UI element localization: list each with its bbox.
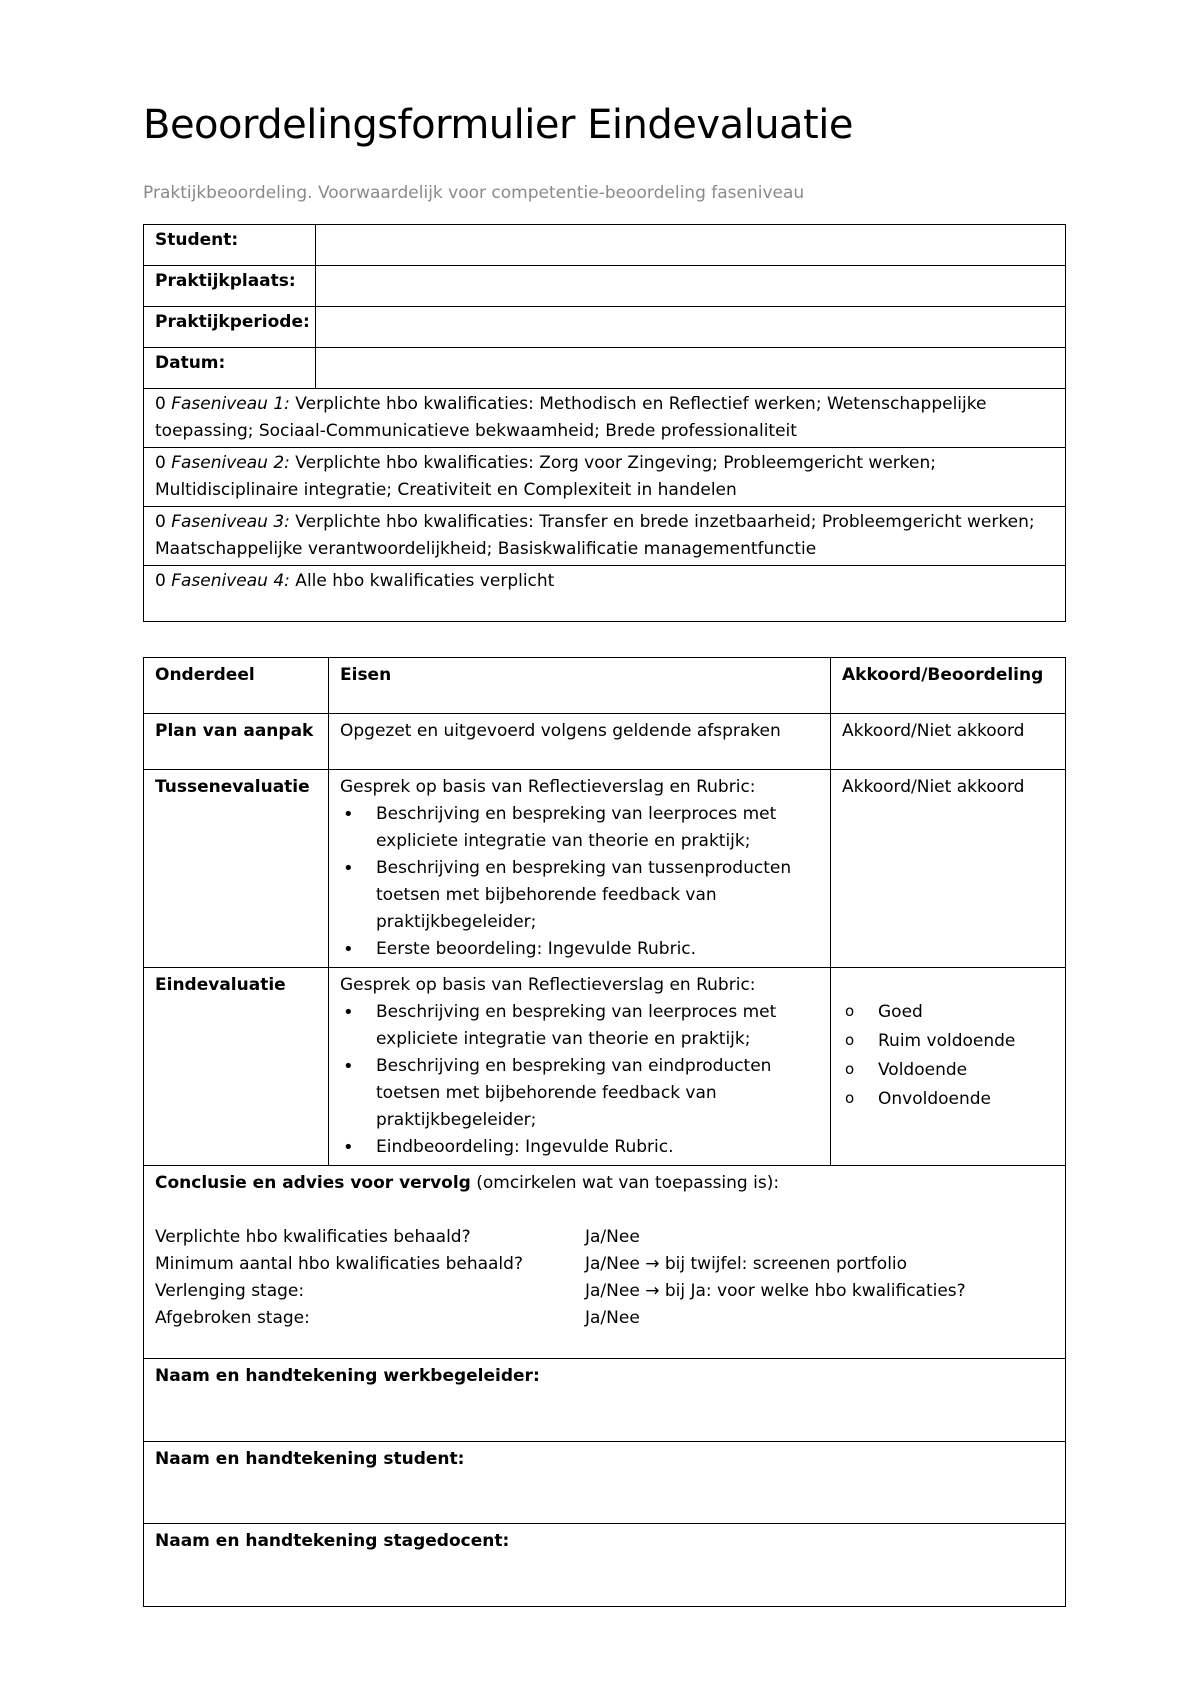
conclusie-item (155, 1251, 1055, 1278)
conclusie-title: Conclusie en advies voor vervolg (155, 1173, 471, 1193)
fase-option-2[interactable] (144, 448, 1066, 507)
beoordeling-options (831, 968, 1066, 1166)
row-signature-student (144, 1442, 1066, 1524)
fase-prefix: 0 (155, 394, 172, 414)
row-eindevaluatie (144, 968, 1066, 1166)
fase-prefix: 0 (155, 512, 172, 532)
fase-text: Verplichte hbo kwalificaties: Transfer en brede inzetbaarheid; Probleemgericht werken; Maatschappelijke verantwoordelijkheid; Basiskwalificatie managementfunctie (155, 512, 1035, 559)
header-akkoord: Akkoord/Beoordeling (831, 658, 1066, 714)
conclusie-question: Verplichte hbo kwalificaties behaald? (155, 1227, 471, 1247)
row-eisen: Opgezet en uitgevoerd volgens geldende afspraken (329, 714, 831, 770)
fase-option-1[interactable] (144, 389, 1066, 448)
fase-row (144, 566, 1066, 622)
fase-row (144, 507, 1066, 566)
conclusie-note: (omcirkelen wat van toepassing is): (470, 1173, 780, 1193)
grade-list (842, 998, 1055, 1114)
info-label: Praktijkplaats: (144, 266, 316, 307)
fase-text: Alle hbo kwalificaties verplicht (289, 571, 555, 591)
row-tussenevaluatie (144, 770, 1066, 968)
fase-row (144, 448, 1066, 507)
info-row-datum (144, 348, 1066, 389)
answer-extra: bij twijfel: screenen portfolio (659, 1254, 908, 1274)
info-label: Student: (144, 225, 316, 266)
ja-nee-choice[interactable] (585, 1305, 640, 1332)
conclusie-item (155, 1224, 1055, 1251)
conclusie-item (155, 1278, 1055, 1305)
conclusie-cell (144, 1166, 1066, 1359)
praktijkperiode-field[interactable] (316, 307, 1066, 348)
fase-name: Faseniveau 3: (171, 512, 290, 532)
grade-option-voldoende[interactable]: o Voldoende (878, 1056, 1055, 1085)
list-item: • Beschrijving en bespreking van leerproces met expliciete integratie van theorie en praktijk; (376, 999, 820, 1053)
eisen-intro: Gesprek op basis van Reflectieverslag en Rubric: (340, 975, 756, 995)
conclusie-question: Afgebroken stage: (155, 1308, 310, 1328)
conclusie-question: Minimum aantal hbo kwalificaties behaald? (155, 1254, 523, 1274)
arrow-right-icon: → (645, 1254, 660, 1274)
ja-nee-choice[interactable] (585, 1224, 640, 1251)
row-signature-werkbegeleider (144, 1359, 1066, 1442)
akkoord-choice[interactable]: Akkoord/Niet akkoord (831, 714, 1066, 770)
eisen-list (340, 999, 820, 1161)
signature-werkbegeleider-field[interactable]: Naam en handtekening werkbegeleider: (144, 1359, 1066, 1442)
row-conclusie (144, 1166, 1066, 1359)
fase-prefix: 0 (155, 453, 172, 473)
answer-extra: bij Ja: voor welke hbo kwalificaties? (659, 1281, 966, 1301)
grade-option-goed[interactable]: o Goed (878, 998, 1055, 1027)
grade-option-ruim-voldoende[interactable]: o Ruim voldoende (878, 1027, 1055, 1056)
eisen-intro: Gesprek op basis van Reflectieverslag en Rubric: (340, 777, 756, 797)
info-row-praktijkperiode (144, 307, 1066, 348)
row-label: Tussenevaluatie (144, 770, 329, 968)
signature-student-field[interactable]: Naam en handtekening student: (144, 1442, 1066, 1524)
info-row-student (144, 225, 1066, 266)
conclusie-heading (155, 1170, 1055, 1197)
page-title: Beoordelingsformulier Eindevaluatie (143, 102, 853, 148)
fase-name: Faseniveau 4: (171, 571, 290, 591)
ja-nee-choice[interactable] (585, 1251, 907, 1278)
assessment-table (143, 657, 1066, 1607)
conclusie-question: Verlenging stage: (155, 1281, 305, 1301)
signature-stagedocent-field[interactable]: Naam en handtekening stagedocent: (144, 1524, 1066, 1607)
info-row-praktijkplaats (144, 266, 1066, 307)
fase-prefix: 0 (155, 571, 172, 591)
ja-nee-choice[interactable] (585, 1278, 966, 1305)
student-field[interactable] (316, 225, 1066, 266)
akkoord-choice[interactable]: Akkoord/Niet akkoord (831, 770, 1066, 968)
list-item: • Beschrijving en bespreking van tussenproducten toetsen met bijbehorende feedback van praktijkbegeleider; (376, 855, 820, 936)
page-subtitle: Praktijkbeoordeling. Voorwaardelijk voor competentie-beoordeling faseniveau (143, 183, 805, 203)
student-info-table (143, 224, 1066, 622)
row-label: Eindevaluatie (144, 968, 329, 1166)
fase-text: Verplichte hbo kwalificaties: Zorg voor Zingeving; Probleemgericht werken; Multidisciplinaire integratie; Creativiteit en Complexiteit in handelen (155, 453, 936, 500)
fase-row (144, 389, 1066, 448)
answer-text: Ja/Nee (585, 1281, 646, 1301)
answer-text: Ja/Nee (585, 1254, 646, 1274)
answer-text: Ja/Nee (585, 1308, 640, 1328)
list-item: • Eerste beoordeling: Ingevulde Rubric. (376, 936, 820, 963)
datum-field[interactable] (316, 348, 1066, 389)
row-eisen (329, 968, 831, 1166)
fase-option-3[interactable] (144, 507, 1066, 566)
list-item: • Beschrijving en bespreking van leerproces met expliciete integratie van theorie en praktijk; (376, 801, 820, 855)
list-item: • Eindbeoordeling: Ingevulde Rubric. (376, 1134, 820, 1161)
row-signature-stagedocent (144, 1524, 1066, 1607)
info-label: Datum: (144, 348, 316, 389)
arrow-right-icon: → (645, 1281, 660, 1301)
conclusie-item (155, 1305, 1055, 1332)
header-eisen: Eisen (329, 658, 831, 714)
list-item: • Beschrijving en bespreking van eindproducten toetsen met bijbehorende feedback van praktijkbegeleider; (376, 1053, 820, 1134)
praktijkplaats-field[interactable] (316, 266, 1066, 307)
row-plan-van-aanpak (144, 714, 1066, 770)
info-label: Praktijkperiode: (144, 307, 316, 348)
answer-text: Ja/Nee (585, 1227, 640, 1247)
fase-name: Faseniveau 2: (171, 453, 290, 473)
fase-text: Verplichte hbo kwalificaties: Methodisch en Reflectief werken; Wetenschappelijke toepassing; Sociaal-Communicatieve bekwaamheid; Brede professionaliteit (155, 394, 987, 441)
fase-name: Faseniveau 1: (171, 394, 290, 414)
fase-option-4[interactable] (144, 566, 1066, 622)
row-eisen (329, 770, 831, 968)
grade-option-onvoldoende[interactable]: o Onvoldoende (878, 1085, 1055, 1114)
header-onderdeel: Onderdeel (144, 658, 329, 714)
eisen-list (340, 801, 820, 963)
assessment-header-row (144, 658, 1066, 714)
row-label: Plan van aanpak (144, 714, 329, 770)
